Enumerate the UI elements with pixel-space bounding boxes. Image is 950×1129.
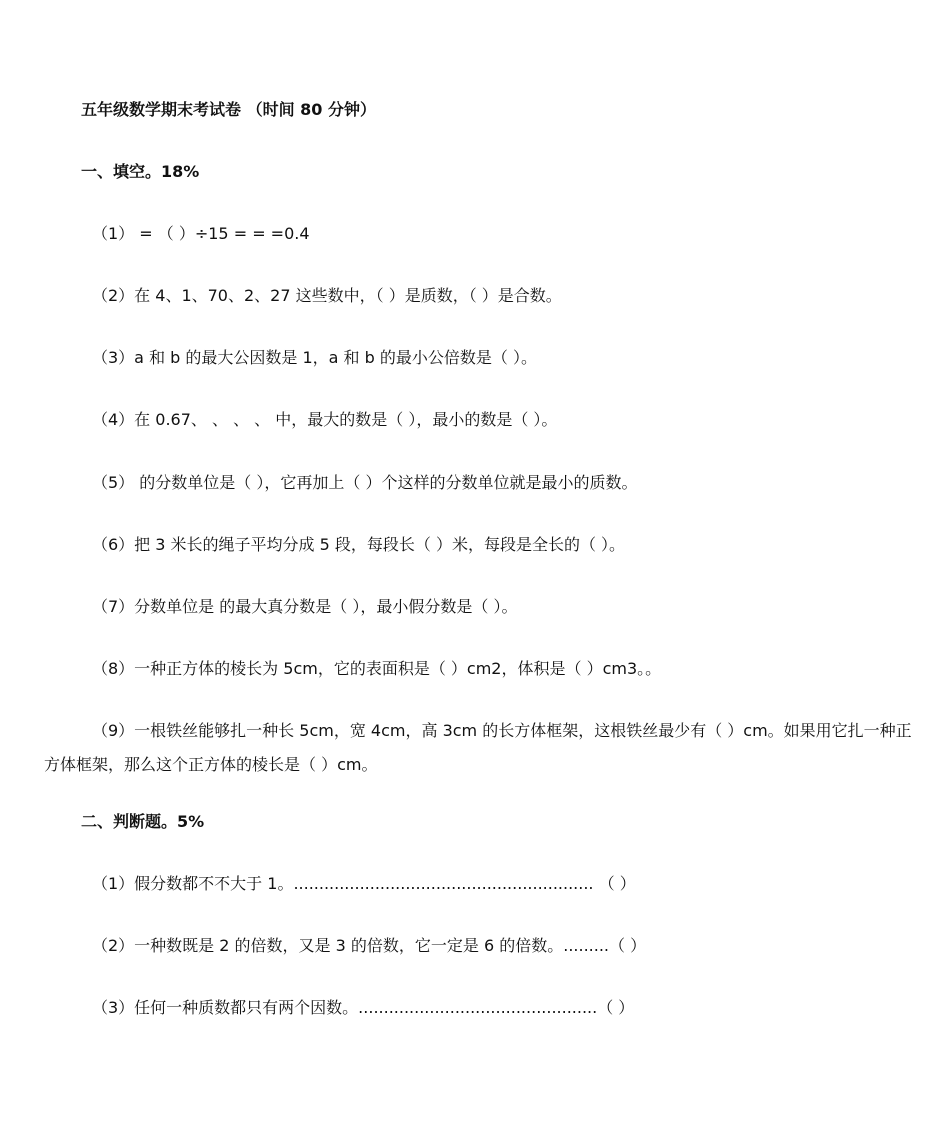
- fill-in-item-9: （9）一根铁丝能够扎一种长 5cm，宽 4cm，高 3cm 的长方体框架，这根铁丝最少有（ ）cm。如果用它扎一种正方体框架，那么这个正方体的棱长是（ ）cm。: [44, 721, 912, 774]
- fill-in-item-3: （3）a 和 b 的最大公因数是 1，a 和 b 的最小公倍数是（ ）。: [92, 348, 537, 367]
- section-heading-fill-in: 一、填空。18%: [81, 162, 200, 181]
- section-heading-true-false: 二、判断题。5%: [81, 812, 205, 831]
- fill-in-item-2: （2）在 4、1、70、2、27 这些数中，（ ）是质数，（ ）是合数。: [92, 286, 562, 305]
- true-false-item-2: （2）一种数既是 2 的倍数，又是 3 的倍数，它一定是 6 的倍数。.........（ ）: [92, 936, 647, 955]
- true-false-item-3: （3）任何一种质数都只有两个因数。...............................................（ ）: [92, 998, 635, 1017]
- fill-in-item-1: （1） = （ ）÷15 = = =0.4: [92, 224, 310, 243]
- exam-title: 五年级数学期末考试卷 （时间 80 分钟）: [81, 100, 376, 119]
- fill-in-item-8: （8）一种正方体的棱长为 5cm，它的表面积是（ ）cm2，体积是（ ）cm3。。: [92, 659, 662, 678]
- fill-in-item-7: （7）分数单位是 的最大真分数是（ ），最小假分数是（ ）。: [92, 597, 518, 616]
- fill-in-item-4: （4）在 0.67、 、 、 、 中，最大的数是（ ），最小的数是（ ）。: [92, 410, 558, 429]
- true-false-item-1: （1）假分数都不不大于 1。........................................................... （ ）: [92, 874, 636, 893]
- fill-in-item-5: （5） 的分数单位是（ ），它再加上（ ）个这样的分数单位就是最小的质数。: [92, 473, 638, 492]
- fill-in-item-6: （6）把 3 米长的绳子平均分成 5 段，每段长（ ）米，每段是全长的（ ）。: [92, 535, 626, 554]
